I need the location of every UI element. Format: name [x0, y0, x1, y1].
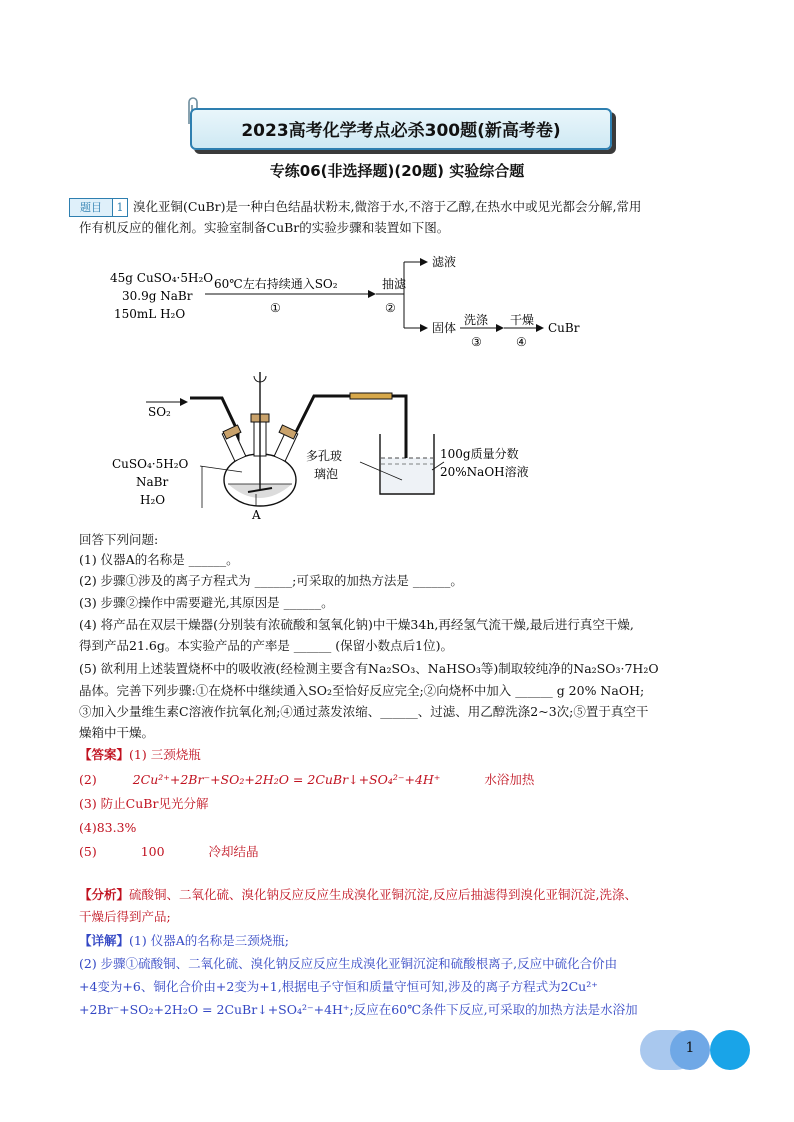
flask-contents-2: NaBr	[136, 475, 169, 489]
answer-2-equation: 2Cu²⁺+2Br⁻+SO₂+2H₂O = 2CuBr↓+SO₄²⁻+4H⁺	[132, 772, 441, 787]
reagent-cuso4: 45g CuSO₄·5H₂O	[110, 271, 214, 285]
flask-contents-1: CuSO₄·5H₂O	[112, 457, 189, 471]
answer-line-1	[79, 746, 201, 764]
bubbler-label-2: 璃泡	[314, 467, 339, 481]
detail-label: 【详解】	[79, 933, 130, 948]
flask-contents-3: H₂O	[140, 493, 166, 507]
body-line-9: 燥箱中干燥。	[79, 725, 155, 740]
reagent-water: 150mL H₂O	[114, 307, 186, 321]
outlet-tube	[296, 396, 350, 432]
flow-diagram	[100, 248, 600, 348]
body-line-2: (2) 步骤①涉及的离子方程式为 ______;可采取的加热方法是 ______。	[79, 573, 463, 588]
answer-1: (1) 三颈烧瓶	[129, 747, 201, 762]
answer-label: 【答案】	[79, 747, 130, 762]
question-intro-line2: 作有机反应的催化剂。实验室制备CuBr的实验步骤和装置如下图。	[79, 220, 450, 235]
question-intro-line1: 溴化亚铜(CuBr)是一种白色结晶状粉末,微溶于水,不溶于乙醇,在热水中或见光都会分解,常用	[133, 199, 642, 214]
answer-5-number: (5)	[79, 844, 97, 859]
arrow-head-top	[420, 258, 428, 266]
detail-line-2: (2) 步骤①硫酸铜、二氧化硫、溴化钠反应反应生成溴化亚铜沉淀和硫酸根离子,反应中硫化合价由	[79, 956, 618, 971]
section-subtitle: 专练06(非选择题)(20题) 实验综合题	[269, 162, 525, 180]
analysis-text-1: 硫酸铜、二氧化硫、溴化钠反应反应生成溴化亚铜沉淀,反应后抽滤得到溴化亚铜沉淀,洗涤、	[129, 887, 637, 902]
reagent-nabr: 30.9g NaBr	[122, 289, 193, 303]
step2-label: 抽滤	[382, 277, 407, 291]
step1-number: ①	[270, 301, 281, 315]
rubber-connector	[350, 393, 392, 399]
answer-line-2	[79, 771, 534, 789]
label-a: A	[252, 508, 261, 522]
arrow-head-bottom	[420, 324, 428, 332]
page-number: 1	[685, 1040, 695, 1056]
title-banner	[190, 108, 612, 150]
filtrate-label: 滤液	[432, 255, 457, 269]
question-number: 1	[112, 198, 128, 217]
step3-label: 洗涤	[464, 313, 489, 327]
body-line-8: ③加入少量维生素C溶液作抗氧化剂;④通过蒸发浓缩、______、过滤、用乙醇洗涤2~3次;⑤置于真空干	[79, 704, 649, 719]
apparatus-diagram	[110, 362, 550, 522]
analysis-line-2: 干燥后得到产品;	[79, 909, 171, 924]
detail-text-1: (1) 仪器A的名称是三颈烧瓶;	[129, 933, 289, 948]
body-line-1: (1) 仪器A的名称是 ______。	[79, 552, 239, 567]
body-line-0: 回答下列问题:	[79, 532, 159, 547]
answer-3: (3) 防止CuBr见光分解	[79, 796, 209, 811]
answer-5-value: 100	[140, 844, 165, 859]
body-line-5: 得到产品21.6g。本实验产品的产率是 ______ (保留小数点后1位)。	[79, 638, 453, 653]
step4-number: ④	[516, 335, 527, 348]
banner-title: 2023高考化学考点必杀300题(新高考卷)	[241, 121, 561, 141]
solid-label: 固体	[432, 321, 457, 335]
page-badge-bubble-3	[710, 1030, 750, 1070]
arrow-head-1	[368, 290, 376, 298]
page-number-badge	[640, 1030, 750, 1070]
beaker-label-2: 20%NaOH溶液	[440, 465, 529, 479]
arrow-head-3	[496, 324, 504, 332]
answer-2-heating: 水浴加热	[484, 772, 535, 787]
answer-4: (4)83.3%	[79, 820, 137, 835]
detail-line-3: +4变为+6、铜化合价由+2变为+1,根据电子守恒和质量守恒可知,涉及的离子方程式为2Cu²⁺	[79, 979, 598, 994]
bubbler-label-1: 多孔玻	[306, 449, 343, 463]
beaker-solution	[381, 458, 433, 493]
answer-line-5	[79, 843, 259, 861]
so2-label: SO₂	[148, 405, 171, 419]
body-line-4: (4) 将产品在双层干燥器(分别装有浓硫酸和氢氧化钠)中干燥34h,再经氢气流干燥,最后进行真空干燥,	[79, 617, 634, 632]
body-line-3: (3) 步骤②操作中需要避光,其原因是 ______。	[79, 595, 334, 610]
analysis-line-1	[79, 886, 637, 904]
analysis-label: 【分析】	[79, 887, 130, 902]
step2-number: ②	[385, 301, 396, 315]
answer-2-number: (2)	[79, 772, 97, 787]
step4-label: 干燥	[510, 313, 535, 327]
answer-5-text: 冷却结晶	[208, 844, 259, 859]
body-line-7: 晶体。完善下列步骤:①在烧杯中继续通入SO₂至恰好反应完全;②向烧杯中加入 ______ g 20% NaOH;	[79, 683, 645, 698]
question-tag: 题目	[69, 198, 113, 217]
step1-label: 60℃左右持续通入SO₂	[214, 277, 338, 291]
step3-number: ③	[471, 335, 482, 348]
body-line-6: (5) 欲利用上述装置烧杯中的吸收液(经检测主要含有Na₂SO₃、NaHSO₃等)制取较纯净的Na₂SO₃·7H₂O	[79, 661, 659, 676]
so2-arrow-head	[180, 398, 188, 406]
detail-line-4: +2Br⁻+SO₂+2H₂O = 2CuBr↓+SO₄²⁻+4H⁺;反应在60℃条件下反应,可采取的加热方法是水浴加	[79, 1002, 638, 1017]
right-stopper	[279, 425, 297, 439]
beaker-label-1: 100g质量分数	[440, 447, 519, 461]
detail-line-1	[79, 932, 289, 950]
arrow-head-4	[536, 324, 544, 332]
product-label: CuBr	[548, 321, 580, 335]
